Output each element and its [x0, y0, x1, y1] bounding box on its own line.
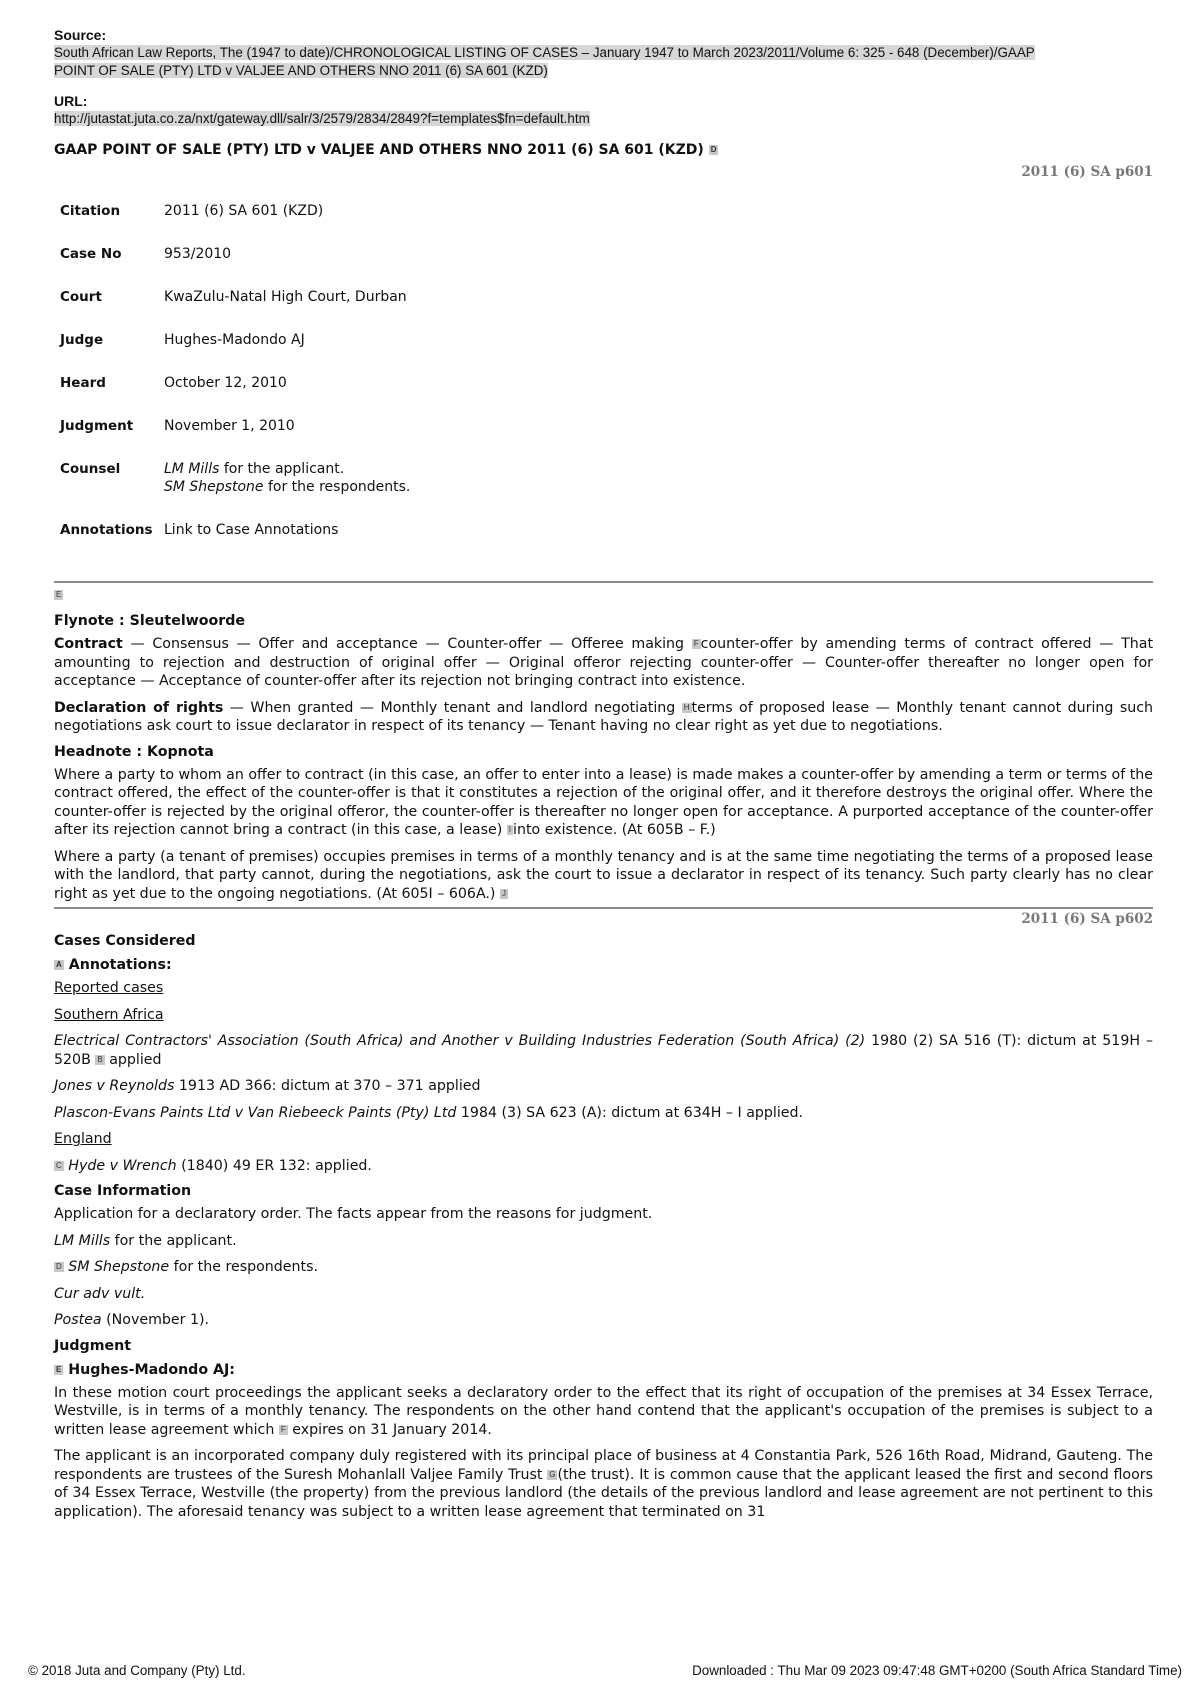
case-citation: 1984 (3) SA 623 (A): dictum at 634H – I applied.: [456, 1104, 804, 1121]
marker-a: A: [56, 960, 62, 969]
judgment-text: In these motion court proceedings the applicant seeks a declaratory order to the effect that its right of occupation of the premises at 34 Essex Terrace, Westville, is in terms of a monthly tenancy. The respondents on the other hand contend that the applicant's occupation of the premises is subject to a written lease agreement which: [54, 1384, 1153, 1438]
flynote-topic: Contract: [54, 636, 123, 652]
meta-key: Counsel: [60, 461, 121, 477]
case-citation: 1980 (2) SA 516 (T): dictum at 519H – 520B: [54, 1033, 1153, 1068]
case-citation: (1840) 49 ER 132: applied.: [176, 1157, 372, 1174]
marker-f-2: F: [280, 1424, 286, 1434]
case-information-heading: Case Information: [54, 1183, 192, 1199]
southern-africa-link[interactable]: Southern Africa: [54, 1006, 164, 1023]
marker-i: I: [508, 825, 512, 834]
case-name: Jones v Reynolds: [54, 1078, 175, 1094]
counsel-name: LM Mills: [54, 1232, 111, 1249]
postea-date: (November 1).: [101, 1312, 210, 1328]
marker-j: J: [501, 888, 506, 898]
case-entry: [54, 1077, 1153, 1096]
counsel-applicant-name: LM Mills: [164, 461, 220, 477]
meta-row-annotations: [60, 521, 410, 539]
case-info-line: [54, 1232, 1153, 1251]
flynote-text: counter-offer by amending terms of contract offered — That amounting to rejection and destruction of original offer — Original offeror rejecting counter-offer — Counter-offer thereafter no longer open for acceptance — Acceptance of counter-offer after its rejection not bringing contract into existence.: [54, 636, 1154, 689]
meta-key: Annotations: [60, 522, 153, 538]
marker-g: G: [549, 1469, 556, 1479]
marker-f: F: [693, 639, 699, 648]
marker-b: B: [97, 1054, 103, 1064]
section-divider: [54, 581, 1153, 583]
counsel-role: for the applicant.: [110, 1232, 237, 1249]
meta-value: 953/2010: [164, 246, 232, 262]
cases-heading: Cases Considered: [54, 933, 196, 949]
meta-key: Heard: [60, 375, 106, 391]
case-citation: 1913 AD 366: dictum at 370 – 371 applied: [174, 1078, 481, 1094]
headnote-text: Where a party to whom an offer to contract (in this case, an offer to enter into a lease) is made makes a counter-offer by amending a term or terms of the contract offered, the effect of the counter-offer is that it constitutes a rejection of the original offer, and it therefore destroys the original offer. Where the counter-offer is rejected by the original offeror, the counter-offer is thereafter no longer open for acceptance. A purported acceptance of the counter-offer after its rejection cannot bring a contract (in this case, a lease): [54, 766, 1153, 838]
source-path-line1: South African Law Reports, The (1947 to date)/CHRONOLOGICAL LISTING OF CASES – January 1947 to March 2023/2011/Volume 6: 325 - 648 (December)/GAAP: [54, 45, 1035, 60]
headnote-text: into existence. (At 605B – F.): [513, 822, 716, 838]
marker-e: E: [56, 590, 62, 599]
england-link[interactable]: England: [54, 1131, 112, 1147]
flynote-topic: Declaration of rights: [54, 699, 224, 716]
source-label: Source:: [54, 27, 107, 43]
meta-row-heard: [60, 374, 410, 417]
case-name: Plascon-Evans Paints Ltd v Van Riebeeck Paints (Pty) Ltd: [54, 1104, 457, 1121]
meta-row-citation: [60, 202, 410, 245]
meta-key: Court: [60, 289, 102, 305]
url-block: [54, 92, 1153, 128]
meta-row-judge: [60, 331, 410, 374]
case-entry: [54, 1157, 1153, 1176]
annotations-link[interactable]: Link to Case Annotations: [164, 522, 339, 538]
case-name: Electrical Contractors' Association (South Africa) and Another v Building Industries Federation (South Africa) (2): [54, 1033, 866, 1049]
case-entry: [54, 1104, 1153, 1123]
judgment-paragraph-1: [54, 1384, 1153, 1440]
counsel-respondent-name: SM Shepstone: [164, 479, 264, 495]
case-treatment: applied: [109, 1051, 162, 1068]
case-entry: [54, 1032, 1153, 1069]
judgment-paragraph-2: [54, 1447, 1153, 1521]
source-block: [54, 26, 1153, 80]
meta-row-counsel: [60, 460, 410, 521]
meta-value: 2011 (6) SA 601 (KZD): [164, 203, 324, 219]
case-title-text: GAAP POINT OF SALE (PTY) LTD v VALJEE AND OTHERS NNO 2011 (6) SA 601 (KZD): [54, 142, 704, 158]
meta-key: Citation: [60, 203, 121, 219]
flynote-paragraph-contract: [54, 635, 1153, 691]
marker-h: H: [683, 702, 690, 712]
footer-copyright: © 2018 Juta and Company (Pty) Ltd.: [28, 1663, 246, 1678]
counsel-applicant-role: for the applicant.: [219, 461, 345, 477]
marker-e-2: E: [56, 1364, 62, 1374]
flynote-text: — When granted — Monthly tenant and landlord negotiating: [223, 699, 682, 716]
annotations-heading: [54, 957, 1153, 973]
meta-key: Case No: [60, 246, 122, 262]
headnote-paragraph-2: [54, 848, 1153, 904]
case-meta-table: [60, 202, 410, 539]
meta-value: [164, 460, 410, 521]
url-label: URL:: [54, 93, 88, 109]
marker-c: C: [56, 1160, 62, 1170]
case-info-line: Cur adv vult.: [54, 1285, 146, 1302]
headnote-paragraph-1: [54, 766, 1153, 840]
marker-d: D: [710, 145, 717, 154]
flynote-heading: Flynote : Sleutelwoorde: [54, 613, 246, 629]
flynote-text: — Consensus — Offer and acceptance — Counter-offer — Offeree making: [122, 636, 692, 652]
meta-value: November 1, 2010: [164, 418, 295, 434]
annotations-heading-text: Annotations:: [68, 957, 172, 973]
case-info-line: Application for a declaratory order. The facts appear from the reasons for judgment.: [54, 1206, 653, 1222]
meta-row-court: [60, 288, 410, 331]
case-name: Hyde v Wrench: [68, 1157, 177, 1174]
flynote-text: terms of proposed lease — Monthly tenant cannot during such negotiations ask court to issue declarator in respect of its tenancy — Tenant having no clear right as yet due to negotiations.: [54, 699, 1154, 734]
meta-key: Judgment: [60, 418, 134, 434]
document-page: [54, 26, 1153, 1529]
case-info-line: [54, 1258, 1153, 1277]
headnote-heading: Headnote : Kopnota: [54, 743, 214, 760]
judgment-heading: Judgment: [54, 1337, 131, 1354]
counsel-role: for the respondents.: [169, 1259, 318, 1275]
meta-value: October 12, 2010: [164, 375, 287, 391]
meta-row-judgment: [60, 417, 410, 460]
judgment-text: expires on 31 January 2014.: [292, 1421, 492, 1438]
meta-value: Hughes-Madondo AJ: [164, 332, 305, 348]
judgment-text: The applicant is an incorporated company duly registered with its principal place of business at 4 Constantia Park, 526 16th Road, Midrand, Gauteng. The respondents are trustees of the Suresh Mohanlall Valjee Family Trust: [54, 1448, 1153, 1483]
judgment-judge: [54, 1362, 1153, 1378]
judgment-text: (the trust). It is common cause that the applicant leased the first and second floors of 34 Essex Terrace, Westville (the property) from the previous landlord (the details of the previous landlord and lease agreement are not pertinent to this application). The aforesaid tenancy was subject to a written lease agreement that terminated on 31: [54, 1466, 1153, 1520]
flynote-paragraph-declaration: [54, 699, 1153, 736]
page-reference-602: 2011 (6) SA p602: [1021, 911, 1153, 927]
postea-label: Postea: [54, 1312, 102, 1328]
judgment-judge-name: Hughes-Madondo AJ:: [68, 1361, 235, 1378]
counsel-respondent-role: for the respondents.: [263, 479, 411, 495]
headnote-text: Where a party (a tenant of premises) occupies premises in terms of a monthly tenancy and is at the same time negotiating the terms of a proposed lease with the landlord, that party cannot, during the negotiations, ask the court to issue a declarator in respect of its tenancy. Such party clearly has no clear right as yet due to the ongoing negotiations. (At 605I – 606A.): [54, 848, 1153, 902]
marker-d-2: D: [56, 1262, 62, 1271]
footer-downloaded: Downloaded : Thu Mar 09 2023 09:47:48 GMT+0200 (South Africa Standard Time): [692, 1663, 1182, 1678]
source-path-line2: POINT OF SALE (PTY) LTD v VALJEE AND OTHERS NNO 2011 (6) SA 601 (KZD): [54, 63, 548, 78]
case-title: [54, 142, 1153, 158]
url-link[interactable]: http://jutastat.juta.co.za/nxt/gateway.dll/salr/3/2579/2834/2849?f=templates$fn=default.htm: [54, 111, 590, 126]
page-reference-601: 2011 (6) SA p601: [1021, 164, 1153, 180]
reported-cases-link[interactable]: Reported cases: [54, 980, 164, 996]
page-divider: [54, 907, 1153, 909]
meta-value: KwaZulu-Natal High Court, Durban: [164, 289, 407, 305]
counsel-name: SM Shepstone: [68, 1259, 170, 1275]
meta-key: Judge: [60, 332, 104, 348]
case-info-line: [54, 1311, 1153, 1330]
meta-row-case-no: [60, 245, 410, 288]
